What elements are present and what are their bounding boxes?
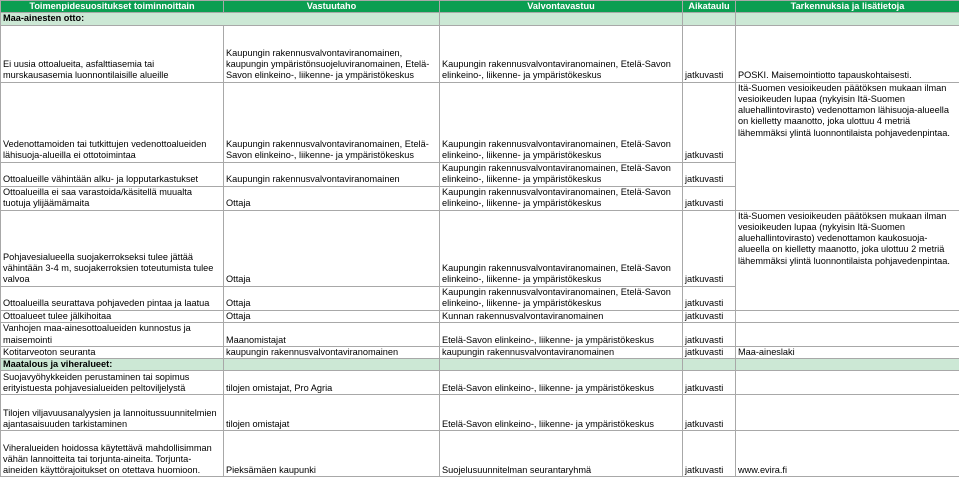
- responsible-cell: Ottaja: [224, 310, 440, 322]
- schedule-cell: jatkuvasti: [683, 431, 736, 477]
- measure-cell: Pohjavesialueella suojakerrokseksi tulee jättää vähintään 3-4 m, suojakerroksien toteutumista tulee valvoa: [1, 210, 224, 286]
- table-row: [1, 322, 959, 346]
- schedule-cell: jatkuvasti: [683, 162, 736, 186]
- supervision-cell: Suojelusuunnitelman seurantaryhmä: [440, 431, 683, 477]
- supervision-cell: Kaupungin rakennusvalvontaviranomainen, Etelä-Savon elinkeino-, liikenne- ja ympäristökeskus: [440, 186, 683, 210]
- header-responsible: Vastuutaho: [224, 1, 440, 13]
- notes-cell: Maa-aineslaki: [736, 346, 959, 358]
- supervision-cell: Kaupungin rakennusvalvontaviranomainen, Etelä-Savon elinkeino-, liikenne- ja ympäristökeskus: [440, 82, 683, 162]
- table-row: [1, 210, 959, 286]
- supervision-cell: Kaupungin rakennusvalvontaviranomainen, Etelä-Savon elinkeino-, liikenne- ja ympäristökeskus: [440, 162, 683, 186]
- responsible-cell: Maanomistajat: [224, 322, 440, 346]
- measure-cell: Ei uusia ottoalueita, asfalttiasemia tai murskausasemia luonnontilaisille alueille: [1, 25, 224, 82]
- table-row: [1, 395, 959, 431]
- section-title: Maatalous ja viheralueet:: [1, 359, 224, 371]
- notes-cell: POSKI. Maisemointiotto tapauskohtaisesti.: [736, 25, 959, 82]
- supervision-cell: kaupungin rakennusvalvontaviranomainen: [440, 346, 683, 358]
- notes-cell: Itä-Suomen vesioikeuden päätöksen mukaan ilman vesioikeuden lupaa (nykyisin Itä-Suomen aluehallintovirasto) vedenottamon lähisuoja-alueella on kielletty maanotto, joka ulottuu 4 metriä lähemmäksi ylintä luonnontilaista pohjavedenpintaa.: [736, 82, 959, 210]
- measure-cell: Ottoalueilla ei saa varastoida/käsitellä muualta tuotuja ylijäämämaita: [1, 186, 224, 210]
- header-schedule: Aikataulu: [683, 1, 736, 13]
- table-row: [1, 82, 959, 162]
- supervision-cell: Kaupungin rakennusvalvontaviranomainen, Etelä-Savon elinkeino-, liikenne- ja ympäristökeskus: [440, 286, 683, 310]
- measure-cell: Suojavyöhykkeiden perustaminen tai sopimus erityistuesta pohjavesialueiden peltoviljelystä: [1, 371, 224, 395]
- responsible-cell: Ottaja: [224, 210, 440, 286]
- measure-cell: Vanhojen maa-ainesottoalueiden kunnostus ja maisemointi: [1, 322, 224, 346]
- notes-cell: [736, 371, 959, 395]
- schedule-cell: jatkuvasti: [683, 286, 736, 310]
- table-row: [1, 431, 959, 477]
- measure-cell: Viheralueiden hoidossa käytettävä mahdollisimman vähän lannoitteita tai torjunta-aineita. Torjunta-aineiden käyttörajoitukset on otettava huomioon.: [1, 431, 224, 477]
- schedule-cell: jatkuvasti: [683, 395, 736, 431]
- supervision-cell: Etelä-Savon elinkeino-, liikenne- ja ympäristökeskus: [440, 371, 683, 395]
- responsible-cell: Kaupungin rakennusvalvontaviranomainen, kaupungin ympäristönsuojeluviranomainen, Etelä-Savon elinkeino-, liikenne- ja ympäristökeskus: [224, 25, 440, 82]
- schedule-cell: jatkuvasti: [683, 346, 736, 358]
- supervision-cell: Etelä-Savon elinkeino-, liikenne- ja ympäristökeskus: [440, 395, 683, 431]
- supervision-cell: Kaupungin rakennusvalvontaviranomainen, Etelä-Savon elinkeino-, liikenne- ja ympäristökeskus: [440, 25, 683, 82]
- schedule-cell: jatkuvasti: [683, 310, 736, 322]
- measure-cell: Ottoalueet tulee jälkihoitaa: [1, 310, 224, 322]
- responsible-cell: Ottaja: [224, 186, 440, 210]
- schedule-cell: jatkuvasti: [683, 25, 736, 82]
- section-row: [1, 359, 959, 371]
- schedule-cell: jatkuvasti: [683, 82, 736, 162]
- table-row: [1, 346, 959, 358]
- responsible-cell: Ottaja: [224, 286, 440, 310]
- header-measures: Toimenpidesuositukset toiminnoittain: [1, 1, 224, 13]
- measure-cell: Ottoalueilla seurattava pohjaveden pintaa ja laatua: [1, 286, 224, 310]
- table-row: [1, 371, 959, 395]
- schedule-cell: jatkuvasti: [683, 210, 736, 286]
- notes-cell: [736, 395, 959, 431]
- notes-cell: Itä-Suomen vesioikeuden päätöksen mukaan ilman vesioikeuden lupaa (nykyisin Itä-Suomen aluehallintovirasto) vedenottamon kaukosuoja-alueella on kielletty maanotto, joka ulottuu 2 metriä lähemmäksi ylintä luonnontilaista pohjavedenpintaa.: [736, 210, 959, 310]
- supervision-cell: Etelä-Savon elinkeino-, liikenne- ja ympäristökeskus: [440, 322, 683, 346]
- measure-cell: Tilojen viljavuusanalyysien ja lannoitussuunnitelmien ajantasaisuuden tarkistaminen: [1, 395, 224, 431]
- supervision-cell: Kaupungin rakennusvalvontaviranomainen, Etelä-Savon elinkeino-, liikenne- ja ympäristökeskus: [440, 210, 683, 286]
- header-notes: Tarkennuksia ja lisätietoja: [736, 1, 959, 13]
- measure-cell: Kotitarveoton seuranta: [1, 346, 224, 358]
- measure-cell: Ottoalueille vähintään alku- ja lopputarkastukset: [1, 162, 224, 186]
- responsible-cell: tilojen omistajat, Pro Agria: [224, 371, 440, 395]
- section-row: [1, 13, 959, 25]
- schedule-cell: jatkuvasti: [683, 186, 736, 210]
- notes-cell: [736, 310, 959, 322]
- notes-cell: www.evira.fi: [736, 431, 959, 477]
- section-title: Maa-ainesten otto:: [1, 13, 440, 25]
- schedule-cell: jatkuvasti: [683, 371, 736, 395]
- table-row: [1, 310, 959, 322]
- responsible-cell: Kaupungin rakennusvalvontaviranomainen: [224, 162, 440, 186]
- schedule-cell: jatkuvasti: [683, 322, 736, 346]
- header-row: [1, 1, 959, 13]
- measure-cell: Vedenottamoiden tai tutkittujen vedenottoalueiden lähisuoja-alueilla ei ottotoimintaa: [1, 82, 224, 162]
- table-row: [1, 25, 959, 82]
- header-supervision: Valvontavastuu: [440, 1, 683, 13]
- supervision-cell: Kunnan rakennusvalvontaviranomainen: [440, 310, 683, 322]
- responsible-cell: tilojen omistajat: [224, 395, 440, 431]
- notes-cell: [736, 322, 959, 346]
- responsible-cell: kaupungin rakennusvalvontaviranomainen: [224, 346, 440, 358]
- responsible-cell: Kaupungin rakennusvalvontaviranomainen, Etelä-Savon elinkeino-, liikenne- ja ympäristökeskus: [224, 82, 440, 162]
- responsible-cell: Pieksämäen kaupunki: [224, 431, 440, 477]
